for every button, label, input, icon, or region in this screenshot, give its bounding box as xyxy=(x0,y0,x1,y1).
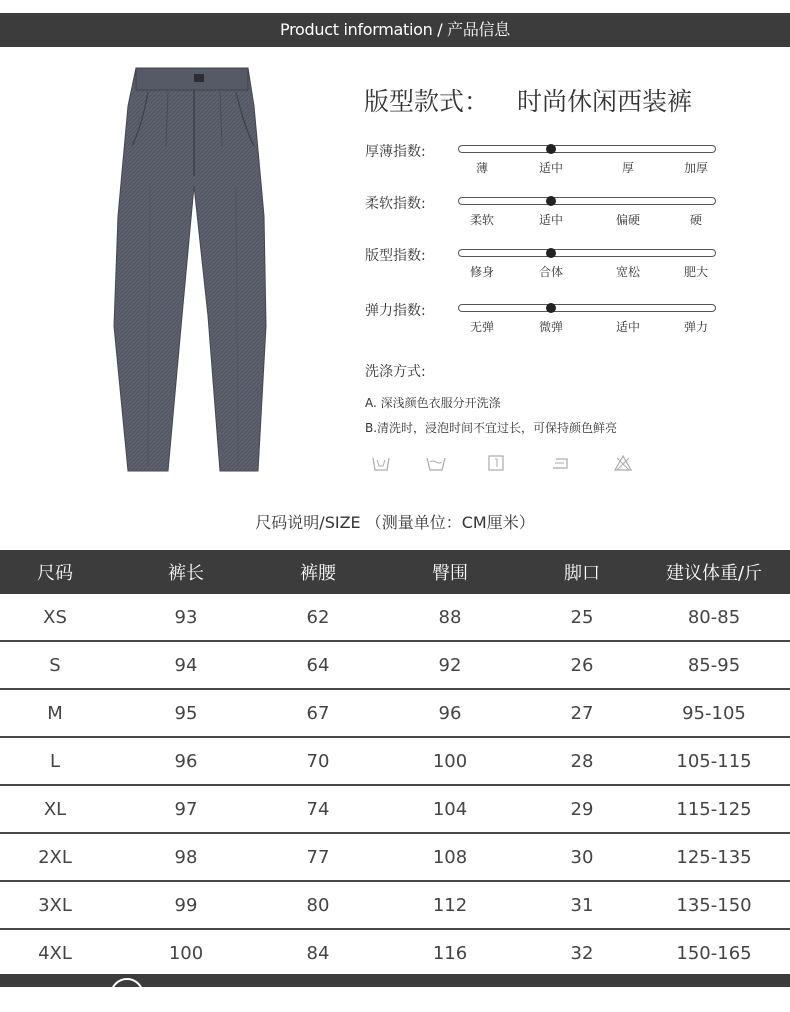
index-tick-label: 加厚 xyxy=(683,161,709,175)
table-row xyxy=(0,642,790,690)
hand-wash-icon xyxy=(371,454,391,472)
size-table xyxy=(0,550,790,978)
index-tick-label: 宽松 xyxy=(615,265,641,279)
no-bleach-icon xyxy=(613,454,633,472)
table-row xyxy=(0,786,790,834)
cell-weight: 85-95 xyxy=(687,654,741,676)
index-tick-label: 厚 xyxy=(621,161,635,175)
cell-hem: 26 xyxy=(570,654,594,676)
cell-weight: 105-115 xyxy=(676,750,752,772)
index-tick-label: 硬 xyxy=(689,213,703,227)
index-tick-label: 适中 xyxy=(615,320,641,334)
cell-length: 100 xyxy=(168,942,204,964)
cell-waist: 67 xyxy=(306,702,330,724)
table-row xyxy=(0,882,790,930)
tumble-dry-icon xyxy=(486,454,506,472)
wash-line-b: B.清洗时，浸泡时间不宜过长，可保持颜色鲜亮 xyxy=(365,421,618,435)
header-title: Product information / 产品信息 xyxy=(280,20,510,39)
index-tick-label: 薄 xyxy=(475,161,489,175)
footer-circle-icon xyxy=(110,978,144,1012)
index-label: 版型指数: xyxy=(365,248,426,264)
size-table-body xyxy=(0,594,790,978)
cell-hip: 100 xyxy=(432,750,468,772)
index-tick-label: 适中 xyxy=(538,213,564,227)
index-label: 厚薄指数: xyxy=(365,144,426,160)
cell-hip: 108 xyxy=(432,846,468,868)
cell-hem: 25 xyxy=(570,606,594,628)
index-tick-label: 微弹 xyxy=(538,320,564,334)
cell-weight: 150-165 xyxy=(676,942,752,964)
cell-waist: 77 xyxy=(306,846,330,868)
cell-weight: 115-125 xyxy=(676,798,752,820)
index-slider-track xyxy=(458,197,716,205)
cell-waist: 80 xyxy=(306,894,330,916)
header-cell-size: 尺码 xyxy=(37,563,73,584)
index-tick-label: 弹力 xyxy=(683,320,709,334)
cell-weight: 80-85 xyxy=(687,606,741,628)
wash-title: 洗涤方式: xyxy=(365,364,426,380)
index-tick-label: 肥大 xyxy=(683,265,709,279)
table-row xyxy=(0,738,790,786)
header-cell-waist: 裤腰 xyxy=(300,563,336,584)
table-row xyxy=(0,930,790,978)
cell-size: 3XL xyxy=(38,894,72,916)
index-slider-knob xyxy=(546,144,556,154)
cell-hem: 29 xyxy=(570,798,594,820)
cell-hem: 30 xyxy=(570,846,594,868)
cell-hem: 32 xyxy=(570,942,594,964)
table-row xyxy=(0,594,790,642)
header-cell-weight: 建议体重/斤 xyxy=(665,563,763,584)
header-cell-hip: 臀围 xyxy=(432,563,468,584)
cell-waist: 70 xyxy=(306,750,330,772)
cell-size: 2XL xyxy=(38,846,72,868)
cell-length: 93 xyxy=(174,606,198,628)
style-value: 时尚休闲西装裤 xyxy=(517,87,693,116)
cell-hip: 116 xyxy=(432,942,468,964)
cell-length: 99 xyxy=(174,894,198,916)
cell-waist: 64 xyxy=(306,654,330,676)
cell-size: M xyxy=(47,702,63,724)
style-line xyxy=(364,82,692,118)
size-title: 尺码说明/SIZE （测量单位：CM厘米） xyxy=(255,513,535,532)
cell-size: XS xyxy=(43,606,67,628)
cell-size: L xyxy=(49,750,61,772)
cell-length: 97 xyxy=(174,798,198,820)
index-tick-label: 修身 xyxy=(469,265,495,279)
cell-hem: 28 xyxy=(570,750,594,772)
header-cell-hem: 脚口 xyxy=(564,563,600,584)
cell-hip: 104 xyxy=(432,798,468,820)
index-tick-label: 柔软 xyxy=(469,213,495,227)
cell-waist: 74 xyxy=(306,798,330,820)
index-tick-label: 适中 xyxy=(538,161,564,175)
cell-length: 94 xyxy=(174,654,198,676)
wash-line-a: A. 深浅颜色衣服分开洗涤 xyxy=(365,396,501,410)
cell-size: 4XL xyxy=(38,942,72,964)
header-cell-length: 裤长 xyxy=(168,563,204,584)
machine-wash-icon xyxy=(426,454,446,472)
index-slider-knob xyxy=(546,303,556,313)
index-slider-knob xyxy=(546,248,556,258)
cell-size: XL xyxy=(43,798,67,820)
header-bar xyxy=(0,13,790,47)
cell-length: 98 xyxy=(174,846,198,868)
index-label: 柔软指数: xyxy=(365,196,426,212)
cell-hip: 92 xyxy=(438,654,462,676)
index-slider-track xyxy=(458,145,716,153)
cell-waist: 62 xyxy=(306,606,330,628)
index-slider-knob xyxy=(546,196,556,206)
cell-hip: 88 xyxy=(438,606,462,628)
index-slider-track xyxy=(458,304,716,312)
iron-icon xyxy=(551,454,571,472)
cell-length: 95 xyxy=(174,702,198,724)
cell-length: 96 xyxy=(174,750,198,772)
cell-weight: 95-105 xyxy=(682,702,746,724)
cell-size: S xyxy=(49,654,61,676)
table-row xyxy=(0,690,790,738)
index-tick-label: 无弹 xyxy=(469,320,495,334)
cell-hip: 112 xyxy=(432,894,468,916)
style-label: 版型款式： xyxy=(364,87,490,116)
index-slider-track xyxy=(458,249,716,257)
cell-hem: 27 xyxy=(570,702,594,724)
index-tick-label: 合体 xyxy=(538,265,564,279)
cell-hip: 96 xyxy=(438,702,462,724)
cell-weight: 125-135 xyxy=(676,846,752,868)
cell-waist: 84 xyxy=(306,942,330,964)
trousers-image xyxy=(108,66,278,476)
table-row xyxy=(0,834,790,882)
index-label: 弹力指数: xyxy=(365,303,426,319)
cell-hem: 31 xyxy=(570,894,594,916)
cell-weight: 135-150 xyxy=(676,894,752,916)
size-table-header xyxy=(0,550,790,594)
trousers-shape xyxy=(114,68,266,471)
index-tick-label: 偏硬 xyxy=(615,213,641,227)
